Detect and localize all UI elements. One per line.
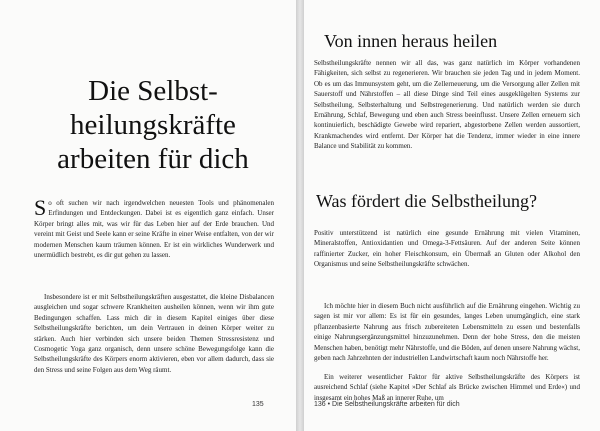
book-gutter xyxy=(296,0,304,431)
body-paragraph: Positiv unterstützend ist natürlich eine gesunde Ernährung mit vielen Vitaminen, Mineralstoffen, Antioxidantien und Omega-3-Fettsäuren. Auf der anderen Seite können raffinierter Zucker, ein hoher Fleischkonsum, ein Übermaß an Gluten oder Alkohol den Organismus und seine Selbstheilungskräfte schwächen. xyxy=(314,229,580,269)
dropcap: S xyxy=(34,195,47,220)
intro-paragraph xyxy=(34,195,274,260)
chapter-title xyxy=(24,74,282,176)
body-paragraph: Insbesondere ist er mit Selbstheilungskräften ausgestattet, die kleine Disbalancen ausgleichen und sogar schwere Krankheiten ausheilen können, wenn wir ihm gute Bedingungen schaffen. Lass mich dir in diesem Kapitel einiges über diese Selbstheilungskräfte berichten, um dein Vertrauen in deinen Körper weiter zu stärken. Auch hier verbinden sich unsere beiden Themen Stressresistenz und Cosmogetic Yoga ganz organisch, denn unsere schöne Bewegungsfolge kann die Selbstheilungskräfte des Körpers enorm aktivieren, eben vor allem dadurch, dass sie den Stress und seine Folgen aus dem Weg räumt. xyxy=(34,293,274,374)
body-paragraph: Selbstheilungskräfte nennen wir all das, was ganz natürlich im Körper vorhandenen Fähigkeiten, sich selbst zu regenerieren. Wir brauchen sie jeden Tag und in jedem Moment. Ob es um das Immunsystem geht, um die Zellerneuerung, um die Versorgung aller Zellen mit Sauerstoff und Nährstoffen – all diese Dinge sind Teil eines ausgeklügelten Systems zur Selbstheilung, Selbsterhaltung und Selbstregenerierung. Und natürlich werden sie durch Ernährung, Schlaf, Bewegung und eben auch Stress beeinflusst. Unsere Zellen erneuern sich kontinuierlich, beschädigte Gewebe wird repariert, abgestorbene Zellen werden aussortiert, Krankmachendes wird entfernt. Der Körper hat die Tendenz, immer wieder in eine innere Balance und Stabilität zu kommen. xyxy=(314,59,580,151)
chapter-title-line: Die Selbst- xyxy=(88,75,218,107)
right-page xyxy=(304,0,600,431)
chapter-title-line: arbeiten für dich xyxy=(57,143,249,175)
page-number-left: 135 xyxy=(252,401,264,408)
chapter-title-line: heilungskräfte xyxy=(70,109,236,141)
body-paragraph: Ein weiterer wesentlicher Faktor für aktive Selbstheilungskräfte des Körpers ist ausreichend Schlaf (siehe Kapitel »Der Schlaf als Brücke zwischen Himmel und Erde«) und insgesamt ein hohes Maß an innerer Ruhe, um xyxy=(314,373,580,402)
section-heading-heilen: Von innen heraus heilen xyxy=(324,31,498,51)
left-page xyxy=(0,0,296,431)
section-heading-selbstheilung: Was fördert die Selbstheilung? xyxy=(316,191,537,211)
body-paragraph: Ich möchte hier in diesem Buch nicht ausführlich auf die Ernährung eingehen. Wichtig zu sagen ist mir vor allem: Es ist für ein gesundes, langes Leben unumgänglich, eine stark pflanzenbasierte Nahrung aus frisch zubereiteten Lebensmitteln zu essen und bestenfalls einige Nahrungsergänzungsmittel hinzuzunehmen. Denn der hohe Stress, den die meisten Menschen haben, benötigt mehr Nährstoffe, und die Böden, auf denen unsere Nahrung wächst, geben nach Jahrzehnten der industriellen Landwirtschaft kaum noch Nährstoffe her. xyxy=(314,302,580,363)
running-footer: 136 • Die Selbstheilungskräfte arbeiten für dich xyxy=(314,401,460,408)
intro-paragraph-text: o oft suchen wir nach irgendwelchen neuesten Tools und phänomenalen Erfindungen und Entdeckungen. Dabei ist es eigentlich ganz einfach. Unser Körper bringt alles mit, was wir für das Leben hier auf der Erde brauchen. Und vereint mit Geist und Seele kann er seine Kräfte in einer Weise entfalten, von der wir modernen Menschen kaum träumen können. Er ist ein wirkliches Wunderwerk und unermüdlich bestrebt, es dir gut gehen zu lassen. xyxy=(34,199,274,260)
